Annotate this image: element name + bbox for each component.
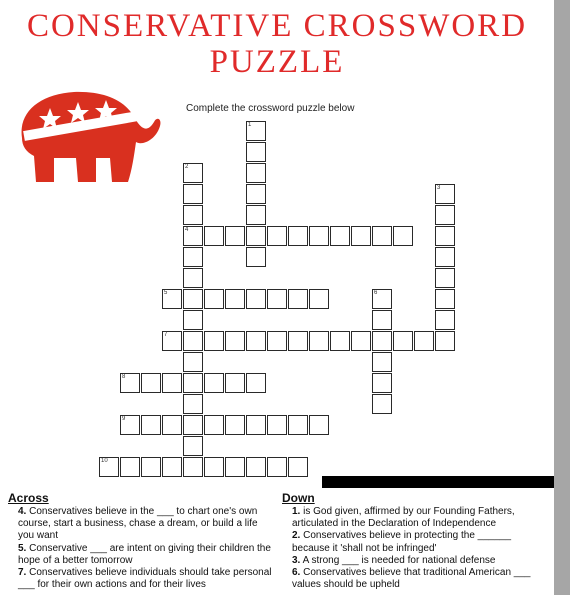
crossword-cell[interactable] <box>183 289 203 309</box>
crossword-cell[interactable] <box>435 310 455 330</box>
crossword-cell[interactable] <box>414 331 434 351</box>
crossword-cell[interactable] <box>162 457 182 477</box>
clue-across-7: 7. Conservatives believe individuals should take personal ___ for their own actions and for their lives <box>18 567 272 591</box>
crossword-cell[interactable] <box>204 457 224 477</box>
page-title: CONSERVATIVE CROSSWORD <box>26 8 528 44</box>
crossword-cell[interactable] <box>372 226 392 246</box>
crossword-cell[interactable] <box>372 289 392 309</box>
crossword-cell[interactable] <box>309 226 329 246</box>
crossword-cell[interactable] <box>246 331 266 351</box>
crossword-cell[interactable] <box>141 373 161 393</box>
crossword-cell[interactable] <box>435 205 455 225</box>
down-heading: Down <box>282 491 315 505</box>
down-clues <box>292 506 548 591</box>
crossword-cell[interactable] <box>204 289 224 309</box>
crossword-cell[interactable] <box>183 331 203 351</box>
crossword-cell[interactable] <box>246 163 266 183</box>
crossword-cell[interactable] <box>309 289 329 309</box>
crossword-cell[interactable] <box>309 331 329 351</box>
crossword-cell[interactable] <box>435 247 455 267</box>
clue-number-label: 6 <box>374 290 378 296</box>
crossword-cell[interactable] <box>183 268 203 288</box>
crossword-cell[interactable] <box>435 268 455 288</box>
crossword-cell[interactable] <box>435 331 455 351</box>
crossword-cell[interactable] <box>372 352 392 372</box>
crossword-cell[interactable] <box>288 457 308 477</box>
crossword-cell[interactable] <box>183 436 203 456</box>
crossword-cell[interactable] <box>372 394 392 414</box>
crossword-cell[interactable] <box>288 331 308 351</box>
clue-number-label: 1 <box>248 122 252 128</box>
crossword-cell[interactable] <box>267 289 287 309</box>
crossword-cell[interactable] <box>246 205 266 225</box>
crossword-cell[interactable] <box>183 205 203 225</box>
crossword-cell[interactable] <box>183 184 203 204</box>
puzzle-instructions: Complete the crossword puzzle below <box>186 103 355 114</box>
crossword-cell[interactable] <box>246 226 266 246</box>
clue-down-2: 2. Conservatives believe in protecting the ______ because it 'shall not be infringed' <box>292 530 512 554</box>
crossword-cell[interactable] <box>183 457 203 477</box>
crossword-cell[interactable] <box>435 289 455 309</box>
crossword-cell[interactable] <box>372 373 392 393</box>
crossword-cell[interactable] <box>246 184 266 204</box>
crossword-cell[interactable] <box>267 331 287 351</box>
crossword-cell[interactable] <box>162 415 182 435</box>
crossword-cell[interactable] <box>246 247 266 267</box>
crossword-cell[interactable] <box>141 415 161 435</box>
crossword-cell[interactable] <box>162 289 182 309</box>
crossword-cell[interactable] <box>183 163 203 183</box>
clue-number-label: 9 <box>122 416 126 422</box>
crossword-cell[interactable] <box>225 331 245 351</box>
republican-elephant-icon <box>14 86 164 186</box>
crossword-cell[interactable] <box>330 331 350 351</box>
crossword-cell[interactable] <box>246 457 266 477</box>
crossword-cell[interactable] <box>288 226 308 246</box>
crossword-cell[interactable] <box>204 373 224 393</box>
clue-number-label: 3 <box>437 185 441 191</box>
crossword-cell[interactable] <box>99 457 119 477</box>
crossword-cell[interactable] <box>204 415 224 435</box>
clue-down-6: 6. Conservatives believe that traditional American ___ values should be upheld <box>292 567 531 591</box>
crossword-cell[interactable] <box>372 310 392 330</box>
crossword-cell[interactable] <box>162 331 182 351</box>
crossword-cell[interactable] <box>435 226 455 246</box>
crossword-cell[interactable] <box>435 184 455 204</box>
crossword-cell[interactable] <box>183 310 203 330</box>
clue-down-3: 3. A strong ___ is needed for national defense <box>292 554 496 566</box>
crossword-cell[interactable] <box>120 415 140 435</box>
crossword-cell[interactable] <box>351 331 371 351</box>
clue-number-label: 4 <box>185 227 189 233</box>
crossword-cell[interactable] <box>162 373 182 393</box>
crossword-cell[interactable] <box>246 142 266 162</box>
crossword-cell[interactable] <box>393 331 413 351</box>
crossword-cell[interactable] <box>204 226 224 246</box>
crossword-cell[interactable] <box>120 457 140 477</box>
crossword-cell[interactable] <box>393 226 413 246</box>
across-heading: Across <box>8 491 49 505</box>
clue-number-label: 2 <box>185 164 189 170</box>
crossword-cell[interactable] <box>267 457 287 477</box>
clue-number-label: 10 <box>101 458 108 464</box>
crossword-cell[interactable] <box>267 415 287 435</box>
divider-bar <box>322 476 554 488</box>
crossword-cell[interactable] <box>246 289 266 309</box>
crossword-cell[interactable] <box>372 331 392 351</box>
crossword-cell[interactable] <box>288 415 308 435</box>
clue-number-label: 8 <box>122 374 126 380</box>
crossword-cell[interactable] <box>225 457 245 477</box>
crossword-cell[interactable] <box>246 121 266 141</box>
crossword-cell[interactable] <box>309 415 329 435</box>
crossword-cell[interactable] <box>246 373 266 393</box>
crossword-cell[interactable] <box>351 226 371 246</box>
clue-down-1: 1. is God given, affirmed by our Founding Fathers, articulated in the Declaration of Independence <box>292 506 515 530</box>
clue-across-5: 5. Conservative ___ are intent on giving their children the hope of a better tomorrow <box>18 542 271 566</box>
crossword-cell[interactable] <box>330 226 350 246</box>
crossword-cell[interactable] <box>183 247 203 267</box>
crossword-cell[interactable] <box>183 373 203 393</box>
crossword-cell[interactable] <box>183 226 203 246</box>
crossword-cell[interactable] <box>288 289 308 309</box>
crossword-cell[interactable] <box>183 415 203 435</box>
clue-across-4: 4. Conservatives believe in the ___ to chart one's own course, start a business, chase a dream, or build a life you want <box>18 506 258 542</box>
page-scrollbar[interactable] <box>554 0 570 595</box>
crossword-cell[interactable] <box>141 457 161 477</box>
crossword-cell[interactable] <box>225 226 245 246</box>
crossword-cell[interactable] <box>267 226 287 246</box>
crossword-cell[interactable] <box>204 331 224 351</box>
crossword-cell[interactable] <box>120 373 140 393</box>
across-clues <box>18 506 276 591</box>
crossword-cell[interactable] <box>183 352 203 372</box>
crossword-cell[interactable] <box>225 373 245 393</box>
crossword-cell[interactable] <box>246 415 266 435</box>
clue-number-label: 5 <box>164 290 168 296</box>
page-title-line-2: PUZZLE <box>209 44 345 80</box>
crossword-cell[interactable] <box>225 289 245 309</box>
crossword-cell[interactable] <box>183 394 203 414</box>
crossword-cell[interactable] <box>225 415 245 435</box>
clue-number-label: 7 <box>164 332 168 338</box>
